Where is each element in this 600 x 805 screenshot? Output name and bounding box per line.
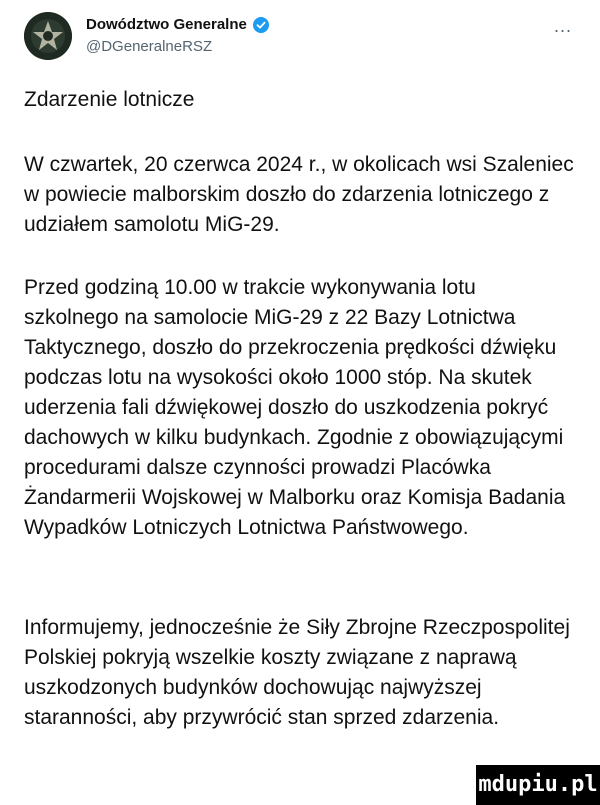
military-emblem-icon	[24, 12, 72, 60]
post-paragraph-2: Przed godziną 10.00 w trakcie wykonywania lotu szkolnego na samolocie MiG-29 z 22 Bazy Lotnictwa Taktycznego, doszło do przekroczenia prędkości dźwięku podczas lotu na wysokości około 1000 stóp. Na skutek uderzenia fali dźwiękowej doszło do uszkodzenia pokryć dachowych w kilku budynkach. Zgodnie z obowiązującymi procedurami dalsze czynności prowadzi Placówka Żandarmerii Wojskowej w Malborku oraz Komisja Badania Wypadków Lotniczych Lotnictwa Państwowego.	[24, 276, 566, 539]
account-handle[interactable]: @DGeneralneRSZ	[86, 38, 213, 55]
post-header	[24, 12, 576, 68]
post-paragraph-3: Informujemy, jednocześnie że Siły Zbrojne Rzeczpospolitej Polskiej pokryją wszelkie koszty związane z naprawą uszkodzonych budynków dochowując najwyższej staranności, aby przywrócić stan sprzed zdarzenia.	[24, 616, 570, 729]
post-title: Zdarzenie lotnicze	[24, 88, 195, 111]
verified-badge-icon	[253, 17, 269, 33]
watermark: mdupiu.pl	[476, 765, 600, 805]
avatar[interactable]	[24, 12, 72, 60]
more-options-icon[interactable]: ...	[553, 16, 572, 36]
name-row	[86, 16, 269, 33]
display-name[interactable]: Dowództwo Generalne	[86, 16, 247, 33]
post-paragraph-1: W czwartek, 20 czerwca 2024 r., w okolicach wsi Szaleniec w powiecie malborskim doszło do zdarzenia lotniczego z udziałem samolotu MiG-29.	[24, 153, 574, 236]
